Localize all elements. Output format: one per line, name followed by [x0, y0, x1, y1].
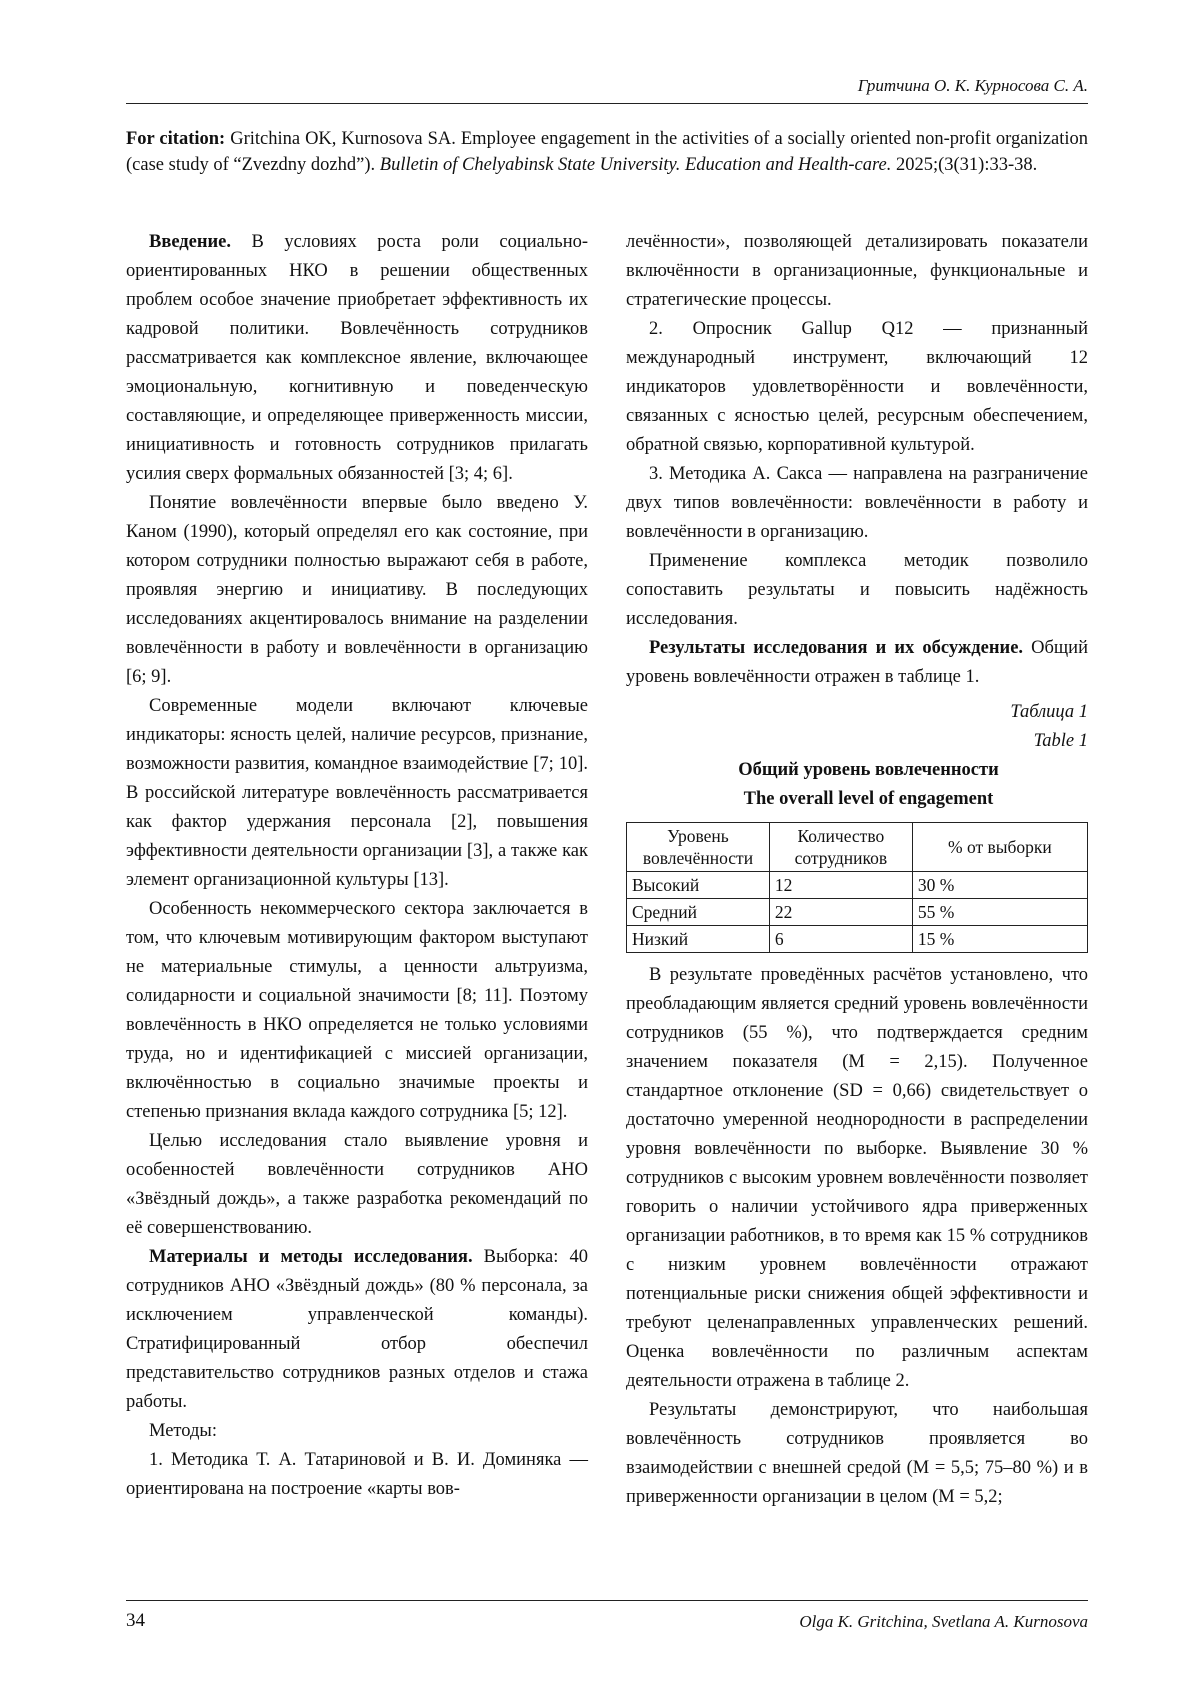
table-row — [627, 899, 1088, 926]
method-1: 1. Методика Т. А. Татариновой и В. И. Доминяка — ориентирована на построение «карты вов- — [126, 1450, 588, 1499]
table-row — [627, 872, 1088, 899]
complex-paragraph: Применение комплекса методик позволило сопоставить результаты и повысить надёжность исследования. — [626, 551, 1088, 629]
citation-text-before: Gritchina OK, Kurnosova SA. Employee engagement in the activities of a socially oriented non-profit organization (case study of “Zvezdny dozhd”). — [126, 129, 1088, 175]
footer-authors: Olga K. Gritchina, Svetlana A. Kurnosova — [799, 1612, 1088, 1631]
method-3: 3. Методика А. Сакса — направлена на разграничение двух типов вовлечённости: вовлечённости в работу и вовлечённости в организацию. — [626, 464, 1088, 542]
paragraph-4: Особенность некоммерческого сектора заключается в том, что ключевым мотивирующим фактором выступают не материальные стимулы, а ценности альтруизма, солидарности и социальной значимости [8; 11]. Поэтому вовлечённость в НКО определяется не только условиями труда, но и идентификацией с миссией организации, включённостью в социально значимые проекты и степенью признания вклада каждого сотрудника [5; 12]. — [126, 899, 588, 1122]
paragraph-5: Целью исследования стало выявление уровня и особенностей вовлечённости сотрудников АНО «Звёздный дождь», а также разработка рекомендаций по её совершенствованию. — [126, 1131, 588, 1238]
method-2: 2. Опросник Gallup Q12 — признанный международный инструмент, включающий 12 индикаторов удовлетворённости и вовлечённости, связанных с ясностью целей, ресурсным обеспечением, обратной связью, корпоративной культурой. — [626, 319, 1088, 455]
page-number: 34 — [126, 1610, 145, 1631]
header-rule — [126, 103, 1088, 104]
methods-text: Выборка: 40 сотрудников АНО «Звёздный дождь» (80 % персонала, за исключением управленческой команды). Стратифицированный отбор обеспечил представительство сотрудников разных отделов и стажа работы. — [126, 1247, 588, 1412]
left-column — [126, 228, 588, 1512]
table-row — [627, 926, 1088, 953]
table-cell: 15 % — [912, 926, 1087, 953]
results-heading: Результаты исследования и их обсуждение. — [649, 638, 1024, 658]
table-cell: 6 — [769, 926, 912, 953]
methods-label: Методы: — [149, 1421, 217, 1441]
article-body — [126, 228, 1088, 1512]
methods-paragraph — [126, 1243, 588, 1417]
table-cell: 30 % — [912, 872, 1087, 899]
citation-journal: Bulletin of Chelyabinsk State University. Education and Health-care. — [379, 155, 892, 175]
table-cell: Средний — [627, 899, 770, 926]
table-title-en: The overall level of engagement — [743, 789, 994, 809]
table-cell: 55 % — [912, 899, 1087, 926]
table-label-ru: Таблица 1 — [1010, 702, 1088, 722]
table-cell: 22 — [769, 899, 912, 926]
citation-block — [126, 126, 1088, 178]
citation-text-after: 2025;(3(31):33-38. — [891, 155, 1038, 175]
table-cell: Высокий — [627, 872, 770, 899]
paragraph-2: Понятие вовлечённости впервые было введено У. Каном (1990), который определял его как состояние, при котором сотрудники полностью выражают себя в работе, проявляя энергию и инициативу. В последующих исследованиях акцентировалось внимание на разделении вовлечённости в работу и вовлечённости в организацию [6; 9]. — [126, 493, 588, 687]
intro-heading: Введение. — [149, 232, 232, 252]
paragraph-3: Современные модели включают ключевые индикаторы: ясность целей, наличие ресурсов, признание, возможности развития, командное взаимодействие [7; 10]. В российской литературе вовлечённость рассматривается как фактор удержания персонала [2], повышения эффективности деятельности организации [3], а также как элемент организационной культуры [13]. — [126, 696, 588, 890]
intro-text: В условиях роста роли социально-ориентированных НКО в решении общественных проблем особое значение приобретает эффективность их кадровой политики. Вовлечённость сотрудников рассматривается как комплексное явление, включающее эмоциональную, когнитивную и поведенческую составляющие, и определяющее приверженность миссии, инициативность и готовность сотрудников прилагать усилия сверх формальных обязанностей [3; 4; 6]. — [126, 232, 588, 484]
intro-paragraph — [126, 228, 588, 489]
results-paragraph — [626, 634, 1088, 692]
engagement-table — [626, 822, 1088, 953]
table-title-ru: Общий уровень вовлеченности — [738, 760, 999, 780]
footer-rule — [126, 1600, 1088, 1601]
table-cell: 12 — [769, 872, 912, 899]
table-header-cell: Уровень вовлечённости — [627, 823, 770, 872]
citation-label: For citation: — [126, 129, 226, 149]
right-column — [626, 228, 1088, 1512]
final-paragraph: Результаты демонстрируют, что наибольшая вовлечённость сотрудников проявляется во взаимодействии с внешней средой (М = 5,5; 75–80 %) и в приверженности организации в целом (М = 5,2; — [626, 1400, 1088, 1507]
analysis-paragraph: В результате проведённых расчётов установлено, что преобладающим является средний уровень вовлечённости сотрудников (55 %), что подтверждается средним значением показателя (М = 2,15). Полученное стандартное отклонение (SD = 0,66) свидетельствует о достаточно умеренной неоднородности в распределении уровня вовлечённости по выборке. Выявление 30 % сотрудников с высоким уровнем вовлечённости позволяет говорить о наличии устойчивого ядра приверженных организации работников, в то время как 15 % сотрудников с низким уровнем вовлечённости отражают потенциальные риски снижения общей эффективности и требуют целенаправленных управленческих решений. Оценка вовлечённости по различным аспектам деятельности отражена в таблице 2. — [626, 965, 1088, 1391]
continued-paragraph: лечённости», позволяющей детализировать показатели включённости в организационные, функциональные и стратегические процессы. — [626, 232, 1088, 310]
methods-heading: Материалы и методы исследования. — [149, 1247, 473, 1267]
running-header-authors: Гритчина О. К. Курносова С. А. — [857, 76, 1088, 95]
results-text: Общий уровень вовлечённости отражен в таблице 1. — [626, 638, 1088, 687]
table-label-en: Table 1 — [1033, 731, 1088, 751]
table-cell: Низкий — [627, 926, 770, 953]
table-header-cell: % от выборки — [912, 823, 1087, 872]
table-header-cell: Количество сотрудников — [769, 823, 912, 872]
table-header-row — [627, 823, 1088, 872]
